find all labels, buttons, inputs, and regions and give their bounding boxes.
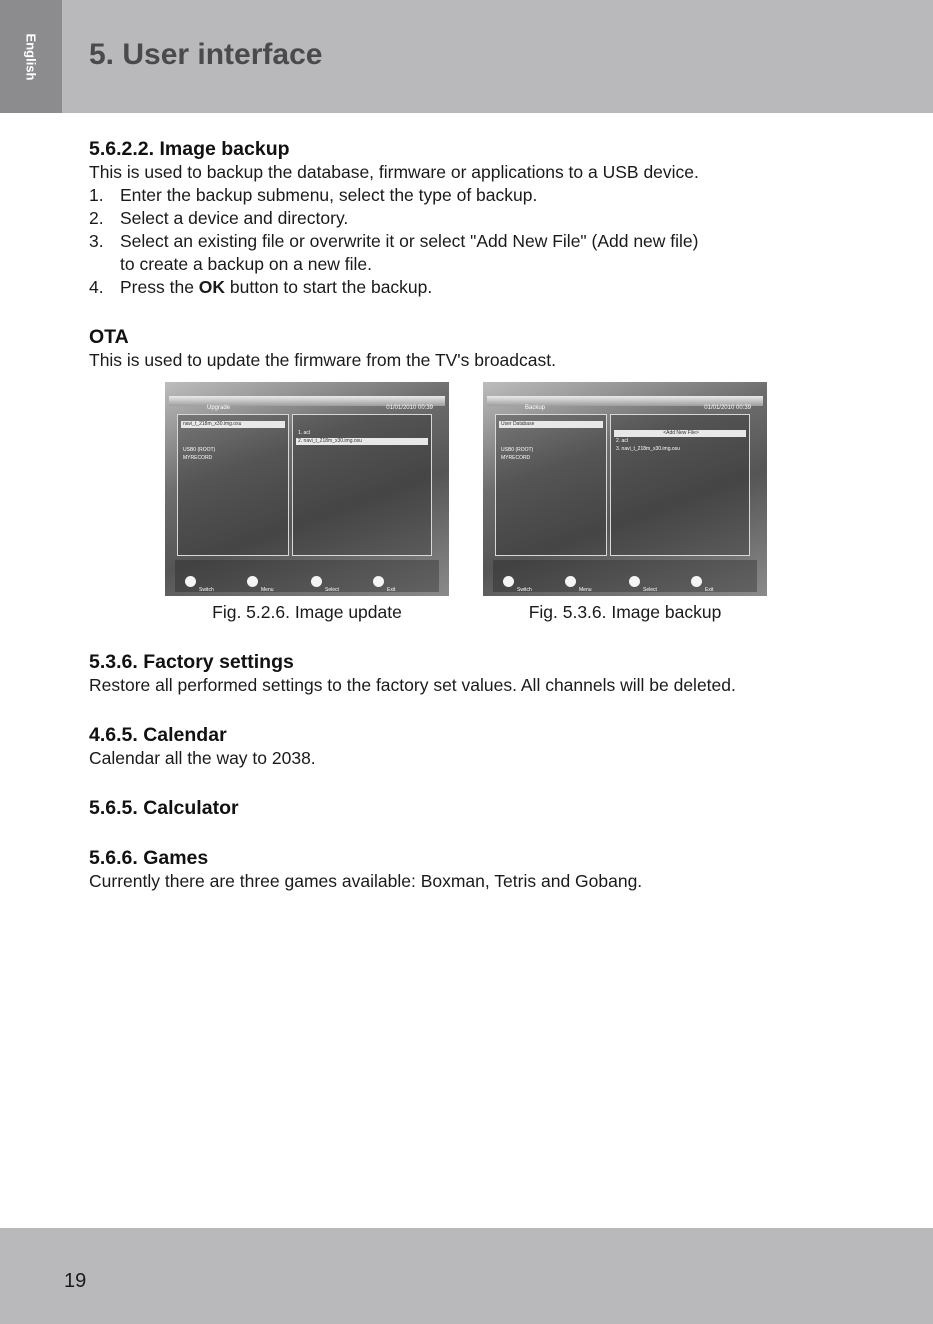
screen-title: Backup — [525, 405, 546, 411]
list-item — [89, 207, 879, 230]
screen-button-bar — [493, 560, 757, 592]
file-panel — [610, 414, 750, 556]
list-item: MYRECORD — [501, 455, 531, 461]
switch-button-label: Switch — [199, 587, 214, 593]
step-text: Select a device and directory. — [120, 208, 349, 228]
list-item — [89, 184, 879, 207]
figure-caption: Fig. 5.2.6. Image update — [212, 602, 402, 622]
list-item — [89, 230, 879, 276]
figure-image-update — [165, 382, 449, 622]
select-button-icon — [311, 576, 322, 587]
menu-button-label: Menu — [579, 587, 592, 593]
step-number: 4. — [89, 277, 104, 297]
image-backup-steps — [89, 184, 879, 299]
footer-bar — [0, 1228, 933, 1324]
exit-button-label: Exit — [705, 587, 714, 593]
factory-settings-text: Restore all performed settings to the factory set values. All channels will be deleted. — [89, 675, 736, 695]
menu-button-label: Menu — [261, 587, 274, 593]
step-text-post: button to start the backup. — [225, 277, 433, 297]
list-item: 3. navi_t_218m_x30.img.osu — [616, 446, 680, 452]
calendar-text: Calendar all the way to 2038. — [89, 748, 316, 768]
list-item: <Add New File> — [614, 430, 746, 437]
list-item: navi_t_218m_x30.img.osu — [181, 421, 285, 428]
device-panel — [177, 414, 289, 556]
section-heading-factory-settings: 5.3.6. Factory settings — [89, 651, 294, 673]
file-panel — [292, 414, 432, 556]
figure-caption: Fig. 5.3.6. Image backup — [528, 602, 722, 622]
language-tab — [0, 0, 62, 113]
switch-button-icon — [503, 576, 514, 587]
step-number: 2. — [89, 208, 104, 228]
section-heading-games: 5.6.6. Games — [89, 847, 209, 869]
step-text: Enter the backup submenu, select the type of backup. — [120, 185, 538, 205]
list-item: MYRECORD — [183, 455, 213, 461]
screenshot-image-backup — [483, 382, 767, 596]
step-text: Select an existing file or overwrite it or select "Add New File" (Add new file) — [120, 231, 699, 251]
screen-title: Upgrade — [207, 405, 231, 411]
image-backup-intro: This is used to backup the database, firmware or applications to a USB device. — [89, 162, 699, 182]
device-panel — [495, 414, 607, 556]
step-number: 1. — [89, 185, 104, 205]
select-button-label: Select — [643, 587, 657, 593]
language-tab-label: English — [23, 33, 39, 81]
step-text-continuation: to create a backup on a new file. — [120, 254, 372, 274]
menu-button-icon — [565, 576, 576, 587]
select-button-icon — [629, 576, 640, 587]
list-item: 2. navi_t_218m_x30.img.osu — [296, 438, 428, 445]
step-number: 3. — [89, 231, 104, 251]
section-heading-calculator: 5.6.5. Calculator — [89, 797, 239, 819]
switch-button-icon — [185, 576, 196, 587]
screen-datetime: 01/01/2010 00:39 — [386, 405, 433, 411]
screen-title-bar — [487, 396, 763, 411]
list-item: USB0 (ROOT) — [183, 447, 216, 453]
screenshot-image-update — [165, 382, 449, 596]
page-number: 19 — [64, 1270, 87, 1292]
games-text: Currently there are three games available: Boxman, Tetris and Gobang. — [89, 871, 643, 891]
list-item: 2. acl — [616, 438, 628, 444]
page-content — [89, 137, 879, 893]
list-item: 1. acl — [298, 430, 310, 436]
exit-button-icon — [373, 576, 384, 587]
step-text-pre: Press the — [120, 277, 199, 297]
section-heading-ota: OTA — [89, 326, 129, 348]
section-heading-calendar: 4.6.5. Calendar — [89, 724, 227, 746]
ok-button-label: OK — [198, 277, 226, 297]
list-item: USB0 (ROOT) — [501, 447, 534, 453]
switch-button-label: Switch — [517, 587, 532, 593]
section-heading-image-backup: 5.6.2.2. Image backup — [89, 138, 290, 160]
screen-title-bar — [169, 396, 445, 411]
figures-row — [89, 382, 879, 650]
list-item — [89, 276, 879, 299]
list-item: User Database — [499, 421, 603, 428]
menu-button-icon — [247, 576, 258, 587]
screen-button-bar — [175, 560, 439, 592]
page-title: 5. User interface — [89, 38, 323, 71]
exit-button-icon — [691, 576, 702, 587]
exit-button-label: Exit — [387, 587, 396, 593]
ota-text: This is used to update the firmware from the TV's broadcast. — [89, 350, 556, 370]
screen-datetime: 01/01/2010 00:39 — [704, 405, 751, 411]
figure-image-backup — [483, 382, 767, 622]
select-button-label: Select — [325, 587, 339, 593]
